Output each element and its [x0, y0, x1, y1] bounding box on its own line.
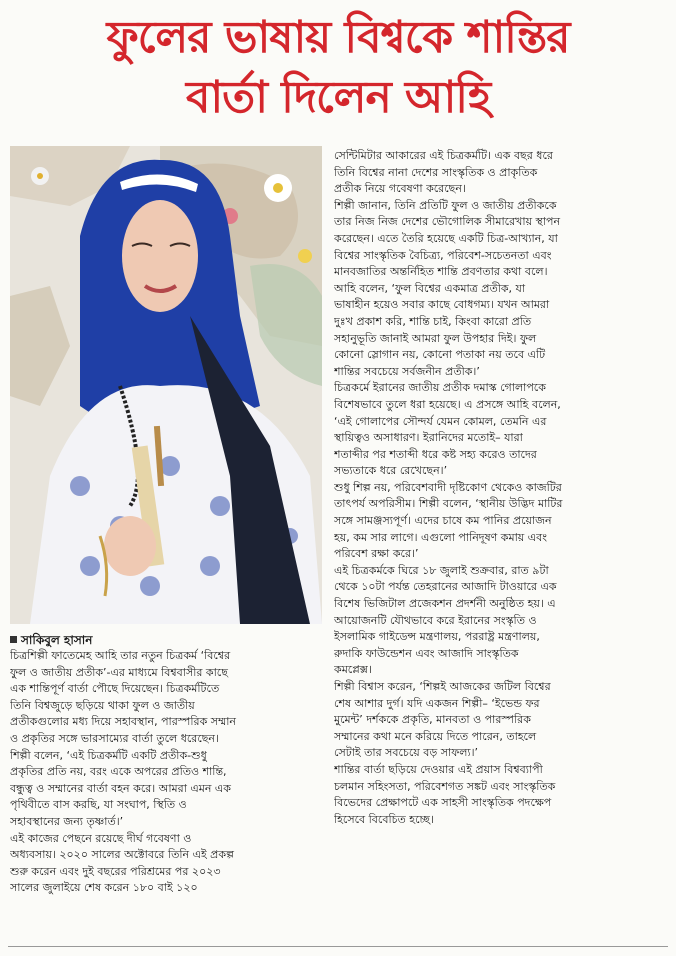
article-line: শান্তির বার্তা ছড়িয়ে দেওয়ার এই প্রয়াস বিশ্বব্যাপী	[334, 762, 543, 776]
article-line: তার নিজ নিজ দেশের ভৌগোলিক সীমারেখায় স্থাপন	[334, 215, 561, 229]
article-line: শেষ আশার দুর্গ। যদি একজন শিল্পী– ‘ইভেন্ড ফর	[334, 696, 540, 710]
article-line: মানবজাতির অন্তর্নিহিত শান্তি প্রবণতার কথা বলে।	[334, 265, 548, 279]
article-line: শতাব্দীর পর শতাব্দী ধরে কষ্ট সহ্য করেও তাদের	[334, 447, 537, 461]
article-line: প্রকৃতির প্রতি নয়, বরং একে অপরের প্রতিও শান্তি,	[10, 765, 227, 779]
article-line: চিত্রশিল্পী ফাতেমেহ আহি তার নতুন চিত্রকর্ম ‘বিশ্বের	[10, 649, 231, 662]
headline-line-2: বার্তা দিলেন আহি	[185, 72, 491, 123]
article-line: কোনো স্লোগান নয়, কোনো পতাকা নয় তবে এটি	[334, 348, 546, 362]
byline-bullet-icon	[10, 636, 17, 643]
article-line: চিত্রকর্মে ইরানের জাতীয় প্রতীক দমাস্ক গোলাপকে	[334, 381, 546, 395]
article-line: অধ্যবসায়। ২০২০ সালের অক্টোবরে তিনি এই প্রকল্প	[10, 848, 234, 862]
article-line: থেকে ১০টা পর্যন্ত তেহরানের আজাদি টাওয়ারে এক	[334, 580, 557, 594]
article-line: হয়, কম সার লাগে। এগুলো পানিদূষণ কমায় এবং	[334, 530, 547, 544]
article-line: সালের জুলাইয়ে শেষ করেন ১৮০ বাই ১২০	[10, 881, 198, 895]
article-line: ফুল ও জাতীয় প্রতীক’-এর মাধ্যমে বিশ্ববাসীর কাছে	[10, 665, 228, 679]
article-line: ‘এই গোলাপের সৌন্দর্য যেমন কোমল, তেমনি এর	[334, 414, 547, 428]
article-line: শুধু শিল্প নয়, পরিবেশবাদী দৃষ্টিকোণ থেকেও কাজটির	[334, 480, 562, 494]
article-line: সভ্যতাকে ধরে রেখেছেন।’	[334, 464, 448, 478]
article-line: বিভেদের প্রেক্ষাপটে এক সাহসী সাংস্কৃতিক পদক্ষেপ	[334, 796, 552, 810]
article-line: সহাবস্থানের জন্য তৃষ্ণার্ত।’	[10, 814, 124, 828]
article-line: শুরু করেন এবং দুই বছরের পরিশ্রমের পর ২০২৩	[10, 864, 221, 878]
article-line: সেন্টিমিটার আকারের এই চিত্রকর্মটি। এক বছর ধরে	[334, 149, 553, 162]
article-line: আয়োজনটি যৌথভাবে করে ইরানের সংস্কৃতি ও	[334, 613, 537, 627]
article-line: বিশ্বের সাংস্কৃতিক বৈচিত্র্য, পরিবেশ-সচেতনতা এবং	[334, 248, 552, 262]
article-line: তিনি বিশ্বের নানা দেশের সাংস্কৃতিক ও প্রাকৃতিক	[334, 165, 538, 179]
article-line: শিল্পী জানান, তিনি প্রতিটি ফুল ও জাতীয় প্রতীককে	[334, 198, 557, 212]
article-line: শান্তির সবচেয়ে সর্বজনীন প্রতীক।’	[334, 364, 480, 378]
article-line: প্রতীক নিয়ে গবেষণা করেছেন।	[334, 182, 466, 196]
article-line: তাৎপর্য অপরিসীম। শিল্পী বলেন, ‘স্থানীয় উদ্ভিদ মাটির	[334, 497, 563, 511]
article-line: স্থায়িত্বও অসাধারণ। ইরানিদের মতোই– যারা	[334, 431, 523, 445]
article-line: সহানুভূতি জানাই আমরা ফুল উপহার দিই। ফুল	[334, 331, 537, 345]
article-line: বিশেষ ভিজিটাল প্রজেকশন প্রদর্শনী অনুষ্ঠিত হয়। এ	[334, 597, 556, 611]
article-line: পরিবেশ রক্ষা করে।’	[334, 547, 419, 561]
article-line: শিল্পী বিশ্বাস করেন, ‘শিল্পই আজকের জটিল বিশ্বের	[334, 680, 551, 693]
article-line: দুঃখ প্রকাশ করি, শান্তি চাই, কিংবা কারো প্রতি	[334, 314, 532, 328]
headline-line-1: ফুলের ভাষায় বিশ্বকে শান্তির	[106, 12, 570, 63]
article-line: প্রতীকগুলোর মধ্য দিয়ে সহাবস্থান, পারস্পরিক সম্মান	[10, 715, 236, 729]
article-column-left	[10, 648, 324, 897]
article-line: এই চিত্রকর্মকে ঘিরে ১৮ জুলাই শুক্রবার, রাত ৯টা	[334, 563, 549, 577]
article-line: চলমান সহিংসতা, পরিবেশগত সঙ্কট এবং সাংস্কৃতিক	[334, 779, 556, 793]
headline	[0, 8, 676, 128]
article-line: সেটাই তার সবচেয়ে বড় সাফল্য।’	[334, 746, 479, 760]
article-line: সঙ্গে সামঞ্জস্যপূর্ণ। এদের চাষে কম পানির প্রয়োজন	[334, 514, 552, 528]
article-line: বিশেষভাবে তুলে ধরা হয়েছে। এ প্রসঙ্গে আহি বলেন,	[334, 397, 561, 411]
article-column-right	[334, 148, 664, 828]
article-line: এই কাজের পেছনে রয়েছে দীর্ঘ গবেষণা ও	[10, 831, 192, 845]
article-line: এক শান্তিপূর্ণ বার্তা পৌছে দিয়েছেন। চিত্রকর্মটিতে	[10, 682, 220, 696]
article-line: ভাষাহীন হয়েও সবার কাছে বোধগম্য। যখন আমরা	[334, 298, 550, 312]
article-line: শিল্পী বলেন, ‘এই চিত্রকর্মটি একটি প্রতীক-শুধু	[10, 748, 207, 762]
article-line: ও প্রকৃতির সঙ্গে ভারসাম্যের বার্তা তুলে ধরেছেন।	[10, 731, 219, 745]
author-name: সাকিবুল হাসান	[21, 633, 93, 647]
bottom-divider	[8, 946, 668, 947]
article-line: বন্ধুত্ব ও সম্মানের বার্তা বহন করে। আমরা এমন এক	[10, 781, 231, 795]
article-line: করেছেন। এতে তৈরি হয়েছে একটি চিত্র-আখ্যান, যা	[334, 231, 558, 245]
article-line: ইসলামিক গাইডেন্স মন্ত্রণালয়, পররাষ্ট্র মন্ত্রণালয়,	[334, 630, 540, 644]
artist-portrait-image	[10, 146, 322, 624]
article-line: সম্মানের কথা মনে করিয়ে দিতে পারেন, তাহলে	[334, 729, 537, 743]
article-line: আহি বলেন, ‘ফুল বিশ্বের একমাত্র প্রতীক, যা	[334, 281, 526, 295]
article-line: পৃথিবীতে বাস করছি, যা সংঘাপ, স্থিতি ও	[10, 798, 187, 812]
article-line: কমপ্লেক্স।	[334, 663, 372, 677]
article-line: হিসেবে বিবেচিত হচ্ছে।	[334, 812, 434, 826]
article-line: মুমেন্ট’ দর্শককে প্রকৃতি, মানবতা ও পারস্পরিক	[334, 713, 531, 727]
artist-photo	[10, 146, 322, 624]
article-line: রুদাকি ফাউন্ডেশন এবং আজাদি সাংস্কৃতিক	[334, 646, 519, 660]
article-line: তিনি বিশ্বজুড়ে ছড়িয়ে থাকা ফুল ও জাতীয়	[10, 698, 195, 712]
